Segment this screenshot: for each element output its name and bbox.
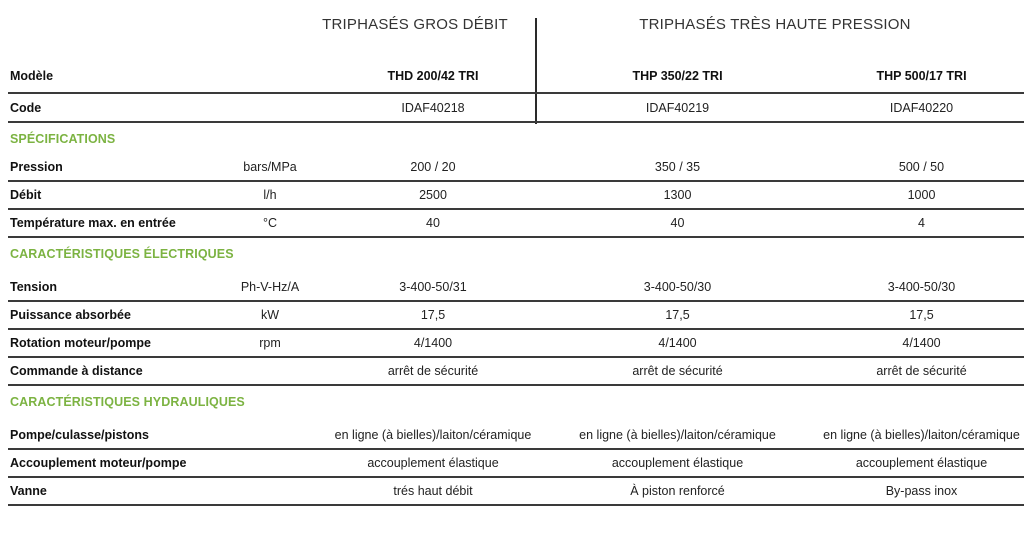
cell-value: arrêt de sécurité (801, 357, 1024, 385)
row-label: Débit (8, 181, 228, 209)
cell-value: 1000 (801, 181, 1024, 209)
row-label: Tension (8, 274, 228, 301)
row-unit (228, 60, 312, 93)
cell-value: 17,5 (554, 301, 801, 329)
cell-value: 4/1400 (554, 329, 801, 357)
cell-value: accouplement élastique (801, 449, 1024, 477)
cell-value: 17,5 (801, 301, 1024, 329)
model-thp-500: THP 500/17 TRI (801, 60, 1024, 93)
cell-value: 40 (312, 209, 554, 237)
section-header-specs (8, 122, 1024, 154)
cell-value: 2500 (312, 181, 554, 209)
row-label: Vanne (8, 477, 228, 505)
cell-value: 4/1400 (312, 329, 554, 357)
cell-value: en ligne (à bielles)/laiton/céramique (801, 422, 1024, 449)
cell-value: À piston renforcé (554, 477, 801, 505)
cell-value: accouplement élastique (554, 449, 801, 477)
cell-value: 3-400-50/30 (801, 274, 1024, 301)
model-thp-350: THP 350/22 TRI (554, 60, 801, 93)
model-thd-200: THD 200/42 TRI (312, 60, 554, 93)
row-unit: Ph-V-Hz/A (228, 274, 312, 301)
cell-value: en ligne (à bielles)/laiton/céramique (554, 422, 801, 449)
row-label: Accouplement moteur/pompe (8, 449, 228, 477)
row-label: Code (8, 93, 228, 122)
code-value: IDAF40220 (801, 93, 1024, 122)
table-row (8, 301, 1024, 329)
row-label: Rotation moteur/pompe (8, 329, 228, 357)
row-label: Modèle (8, 60, 228, 93)
cell-value: 4/1400 (801, 329, 1024, 357)
cell-value: 500 / 50 (801, 154, 1024, 181)
spec-table (8, 60, 1024, 506)
row-unit (228, 357, 312, 385)
group-title-haute-pression: TRIPHASÉS TRÈS HAUTE PRESSION (639, 16, 911, 33)
row-label: Commande à distance (8, 357, 228, 385)
row-unit: bars/MPa (228, 154, 312, 181)
row-unit: kW (228, 301, 312, 329)
table-row (8, 274, 1024, 301)
cell-value: en ligne (à bielles)/laiton/céramique (312, 422, 554, 449)
table-row (8, 477, 1024, 505)
section-title: CARACTÉRISTIQUES HYDRAULIQUES (10, 394, 245, 409)
row-unit (228, 477, 312, 505)
section-header-electrical (8, 237, 1024, 269)
code-value: IDAF40219 (554, 93, 801, 122)
table-row (8, 181, 1024, 209)
table-row (8, 449, 1024, 477)
cell-value: accouplement élastique (312, 449, 554, 477)
cell-value: arrêt de sécurité (554, 357, 801, 385)
cell-value: 4 (801, 209, 1024, 237)
cell-value: trés haut débit (312, 477, 554, 505)
row-label: Pression (8, 154, 228, 181)
cell-value: 1300 (554, 181, 801, 209)
section-title: CARACTÉRISTIQUES ÉLECTRIQUES (10, 246, 234, 261)
cell-value: arrêt de sécurité (312, 357, 554, 385)
cell-value: 17,5 (312, 301, 554, 329)
table-row-code (8, 93, 1024, 122)
table-row (8, 422, 1024, 449)
table-row-model (8, 60, 1024, 93)
cell-value: 3-400-50/30 (554, 274, 801, 301)
row-label: Température max. en entrée (8, 209, 228, 237)
row-unit (228, 449, 312, 477)
row-unit: rpm (228, 329, 312, 357)
section-header-hydraulic (8, 385, 1024, 417)
cell-value: By-pass inox (801, 477, 1024, 505)
table-row (8, 154, 1024, 181)
row-label: Pompe/culasse/pistons (8, 422, 228, 449)
cell-value: 3-400-50/31 (312, 274, 554, 301)
cell-value: 40 (554, 209, 801, 237)
table-row (8, 209, 1024, 237)
table-row (8, 329, 1024, 357)
cell-value: 350 / 35 (554, 154, 801, 181)
row-unit: l/h (228, 181, 312, 209)
row-unit (228, 422, 312, 449)
table-row (8, 357, 1024, 385)
row-label: Puissance absorbée (8, 301, 228, 329)
row-unit: °C (228, 209, 312, 237)
code-value: IDAF40218 (312, 93, 554, 122)
cell-value: 200 / 20 (312, 154, 554, 181)
section-title: SPÉCIFICATIONS (10, 131, 116, 146)
row-unit (228, 93, 312, 122)
group-title-gros-debit: TRIPHASÉS GROS DÉBIT (322, 16, 508, 33)
